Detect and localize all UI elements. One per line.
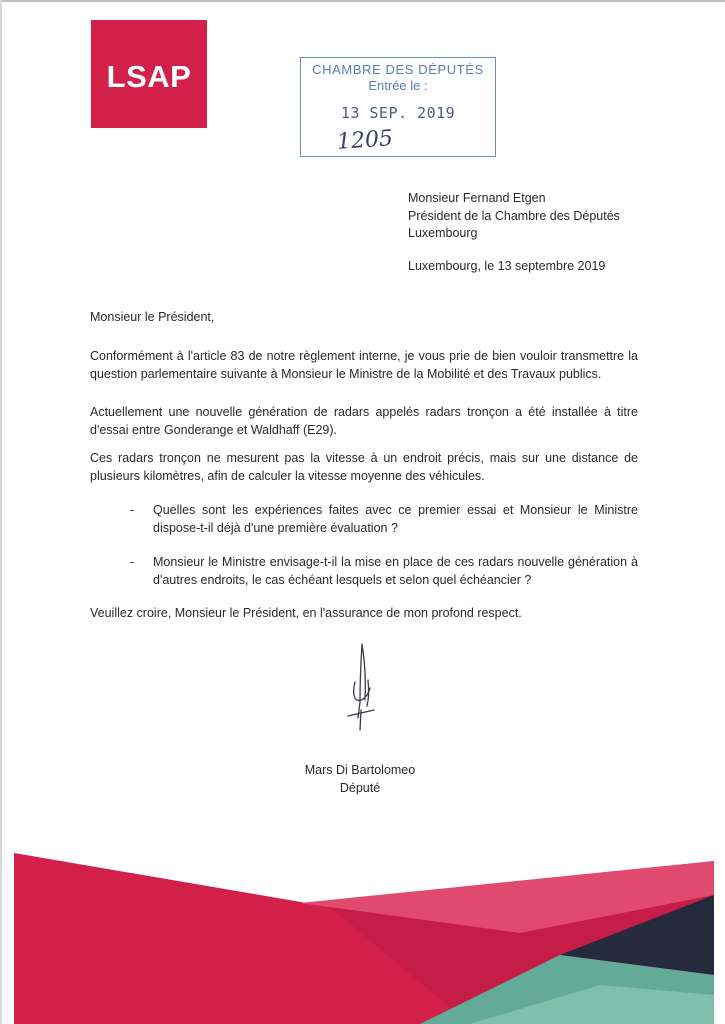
question-item bbox=[130, 502, 638, 537]
stamp-entry-label: Entrée le : bbox=[368, 78, 428, 93]
question-item bbox=[130, 554, 638, 589]
handwritten-signature bbox=[338, 640, 388, 735]
signer-name: Mars Di Bartolomeo bbox=[304, 763, 416, 777]
lsap-logo bbox=[91, 20, 207, 128]
question-text: Monsieur le Ministre envisage-t-il la mise en place de ces radars nouvelle génération à d'autres endroits, le cas échéant lesquels et selon quel échéancier ? bbox=[153, 555, 638, 587]
addressee-title: Président de la Chambre des Députés bbox=[408, 208, 620, 223]
stamp-institution: CHAMBRE DES DÉPUTÉS bbox=[312, 62, 484, 77]
scan-edge bbox=[0, 0, 725, 2]
signer-block bbox=[280, 762, 440, 797]
salutation: Monsieur le Président, bbox=[90, 310, 215, 324]
paragraph-explanation: Ces radars tronçon ne mesurent pas la vitesse à un endroit précis, mais sur une distance de plusieurs kilomètres, afin de calculer la vitesse moyenne des véhicules. bbox=[90, 451, 638, 483]
paragraph-context: Actuellement une nouvelle génération de radars appelés radars tronçon a été installée à titre d'essai entre Gonderange et Waldhaff (E29). bbox=[90, 405, 638, 437]
signer-role: Député bbox=[339, 780, 381, 795]
stamp-handwritten-number: 1205 bbox=[336, 126, 394, 155]
bullet-dash: - bbox=[130, 555, 135, 569]
reception-stamp bbox=[300, 57, 496, 157]
paragraph-intro: Conformément à l'article 83 de notre règlement interne, je vous prie de bien vouloir transmettre la question parlementaire suivante à Monsieur le Ministre de la Mobilité et des Travaux publics. bbox=[90, 349, 638, 381]
bullet-dash: - bbox=[130, 503, 135, 517]
footer-graphic bbox=[0, 845, 725, 1024]
addressee-city: Luxembourg bbox=[408, 226, 478, 240]
addressee-block bbox=[408, 190, 620, 243]
addressee-name: Monsieur Fernand Etgen bbox=[408, 191, 546, 205]
place-date: Luxembourg, le 13 septembre 2019 bbox=[408, 259, 606, 273]
stamp-date: 13 SEP. 2019 bbox=[340, 104, 456, 122]
question-text: Quelles sont les expériences faites avec ce premier essai et Monsieur le Ministre dispose-t-il déjà d'une première évaluation ? bbox=[153, 503, 638, 535]
closing-formula: Veuillez croire, Monsieur le Président, en l'assurance de mon profond respect. bbox=[90, 606, 522, 620]
logo-text: LSAP bbox=[106, 59, 192, 94]
